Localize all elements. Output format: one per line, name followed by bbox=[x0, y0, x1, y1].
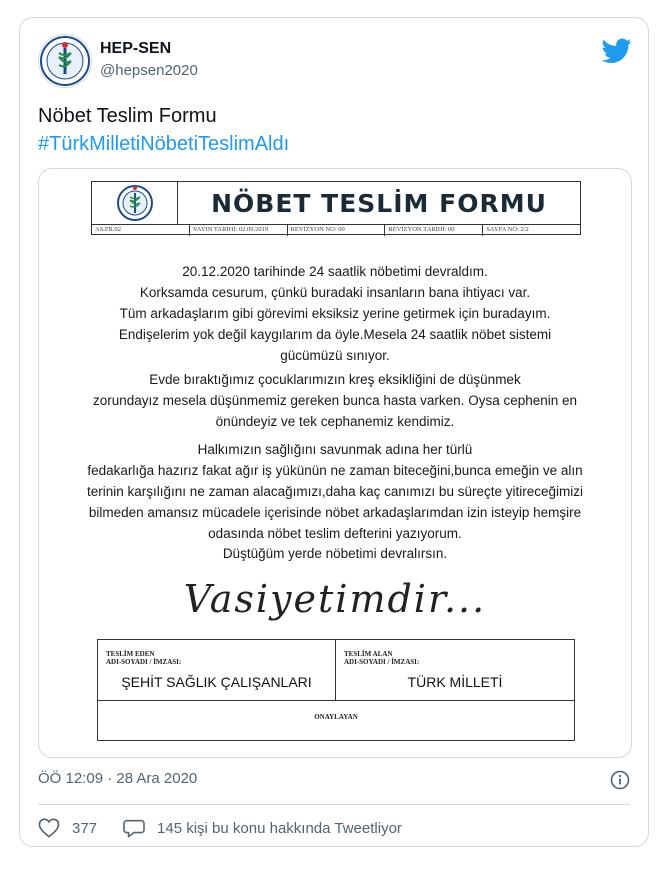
form-paragraph-4 bbox=[39, 543, 631, 564]
handwritten-signature: Vasiyetimdir... bbox=[183, 577, 487, 621]
form-text-line: terinin karşılığını ne zaman alacağımızı,daha kaç canımızı bu süreçte yitireceğimizi bbox=[87, 484, 583, 499]
handover-label-line-2: ADI-SOYADI / İMZASI: bbox=[106, 658, 182, 666]
form-paragraph-1 bbox=[39, 261, 631, 366]
twitter-bird-icon[interactable] bbox=[602, 38, 632, 64]
receiver-label-line-1: TESLİM ALAN bbox=[344, 650, 393, 658]
form-paragraph-3 bbox=[39, 439, 631, 544]
form-text-line: Tüm arkadaşlarım gibi görevimi eksiksiz yerine getirmek için buradayım. bbox=[119, 306, 551, 321]
form-text-line: zorundayız mesela düşünmemiz gereken bunca hasta varken. Oysa cephenin en bbox=[92, 393, 578, 408]
form-meta-publish-date: YAYIN TARİHİ: 02.09.2019 bbox=[190, 225, 288, 236]
like-button[interactable] bbox=[38, 818, 97, 838]
form-text-line: Halkımızın sağlığını savunmak adına her türlü bbox=[197, 442, 473, 457]
form-header bbox=[91, 181, 581, 235]
tweet-card[interactable] bbox=[19, 17, 649, 847]
form-text-line: Düştüğüm yerde nöbetimi devralırsın. bbox=[222, 546, 448, 561]
account-name[interactable]: HEP-SEN bbox=[100, 40, 172, 57]
avatar[interactable] bbox=[38, 34, 92, 88]
form-logo-box bbox=[92, 182, 178, 224]
tweet-actions bbox=[38, 818, 428, 838]
form-text-line: gücümüzü sınıyor. bbox=[280, 348, 390, 363]
handover-table bbox=[97, 639, 575, 741]
form-text-line: Korksamda cesurum, çünkü buradaki insanların bana ihtiyacı var. bbox=[139, 285, 531, 300]
handover-label bbox=[98, 640, 335, 666]
hepsen-logo-icon bbox=[39, 35, 91, 87]
form-paragraph-2 bbox=[39, 369, 631, 432]
like-count: 377 bbox=[72, 819, 98, 837]
receiver-label bbox=[336, 640, 574, 666]
receiver-cell bbox=[336, 640, 574, 700]
form-meta-revision-no: REVİZYON NO: 00 bbox=[288, 225, 386, 236]
approval-label: ONAYLAYAN bbox=[98, 700, 574, 740]
form-text-line: Evde bıraktığımız çocuklarımızın kreş eksikliğini de düşünmek bbox=[149, 372, 521, 387]
form-text-line: fedakarlığa hazırız fakat ağır iş yükünün ne zaman biteceğini,bunca emeğin ve alın bbox=[87, 463, 583, 478]
heart-icon bbox=[38, 818, 60, 838]
divider bbox=[38, 804, 630, 805]
info-icon[interactable] bbox=[610, 770, 630, 790]
reply-button[interactable] bbox=[123, 818, 402, 838]
tweet-line: Nöbet Teslim Formu bbox=[38, 105, 217, 127]
reply-count-text: 145 kişi bu konu hakkında Tweetliyor bbox=[157, 819, 402, 837]
receiver-value: TÜRK MİLLETİ bbox=[407, 674, 503, 690]
form-text-line: önündeyiz ve tek cephanemiz kendimiz. bbox=[215, 414, 455, 429]
form-meta-row bbox=[92, 224, 580, 236]
handover-label-line-1: TESLİM EDEN bbox=[106, 650, 155, 658]
tweet-image[interactable] bbox=[38, 168, 632, 758]
reply-bubble-icon bbox=[123, 818, 145, 838]
form-text-line: bilmeden amansız mücadele içerisinde nöbet arkadaşlarımdan izin isteyip hemşire bbox=[88, 505, 582, 520]
hashtag-link[interactable]: #TürkMilletiNöbetiTeslimAldı bbox=[38, 133, 290, 155]
form-meta-code: AS.FR.02 bbox=[92, 225, 190, 236]
form-text-line: Endişelerim yok değil kaygılarım da öyle.Mesela 24 saatlik nöbet sistemi bbox=[118, 327, 552, 342]
form-text-line: 20.12.2020 tarihinde 24 saatlik nöbetimi devraldım. bbox=[182, 264, 488, 279]
account-handle[interactable]: @hepsen2020 bbox=[100, 62, 198, 79]
handover-cell bbox=[98, 640, 336, 700]
tweet-text bbox=[38, 102, 289, 158]
tweet-timestamp[interactable]: ÖÖ 12:09 · 28 Ara 2020 bbox=[38, 770, 198, 787]
hepsen-logo-icon bbox=[92, 182, 178, 224]
form-text-line: odasında nöbet teslim defterini yazıyorum. bbox=[208, 526, 462, 541]
receiver-label-line-2: ADI-SOYADI / İMZASI: bbox=[344, 658, 420, 666]
form-meta-revision-date: REVİZYON TARİHİ: 00 bbox=[385, 225, 483, 236]
form-meta-page-no: SAYFA NO: 2/2 bbox=[486, 226, 529, 233]
handover-value: ŞEHİT SAĞLIK ÇALIŞANLARI bbox=[121, 674, 312, 690]
form-title: NÖBET TESLİM FORMU bbox=[211, 188, 547, 218]
